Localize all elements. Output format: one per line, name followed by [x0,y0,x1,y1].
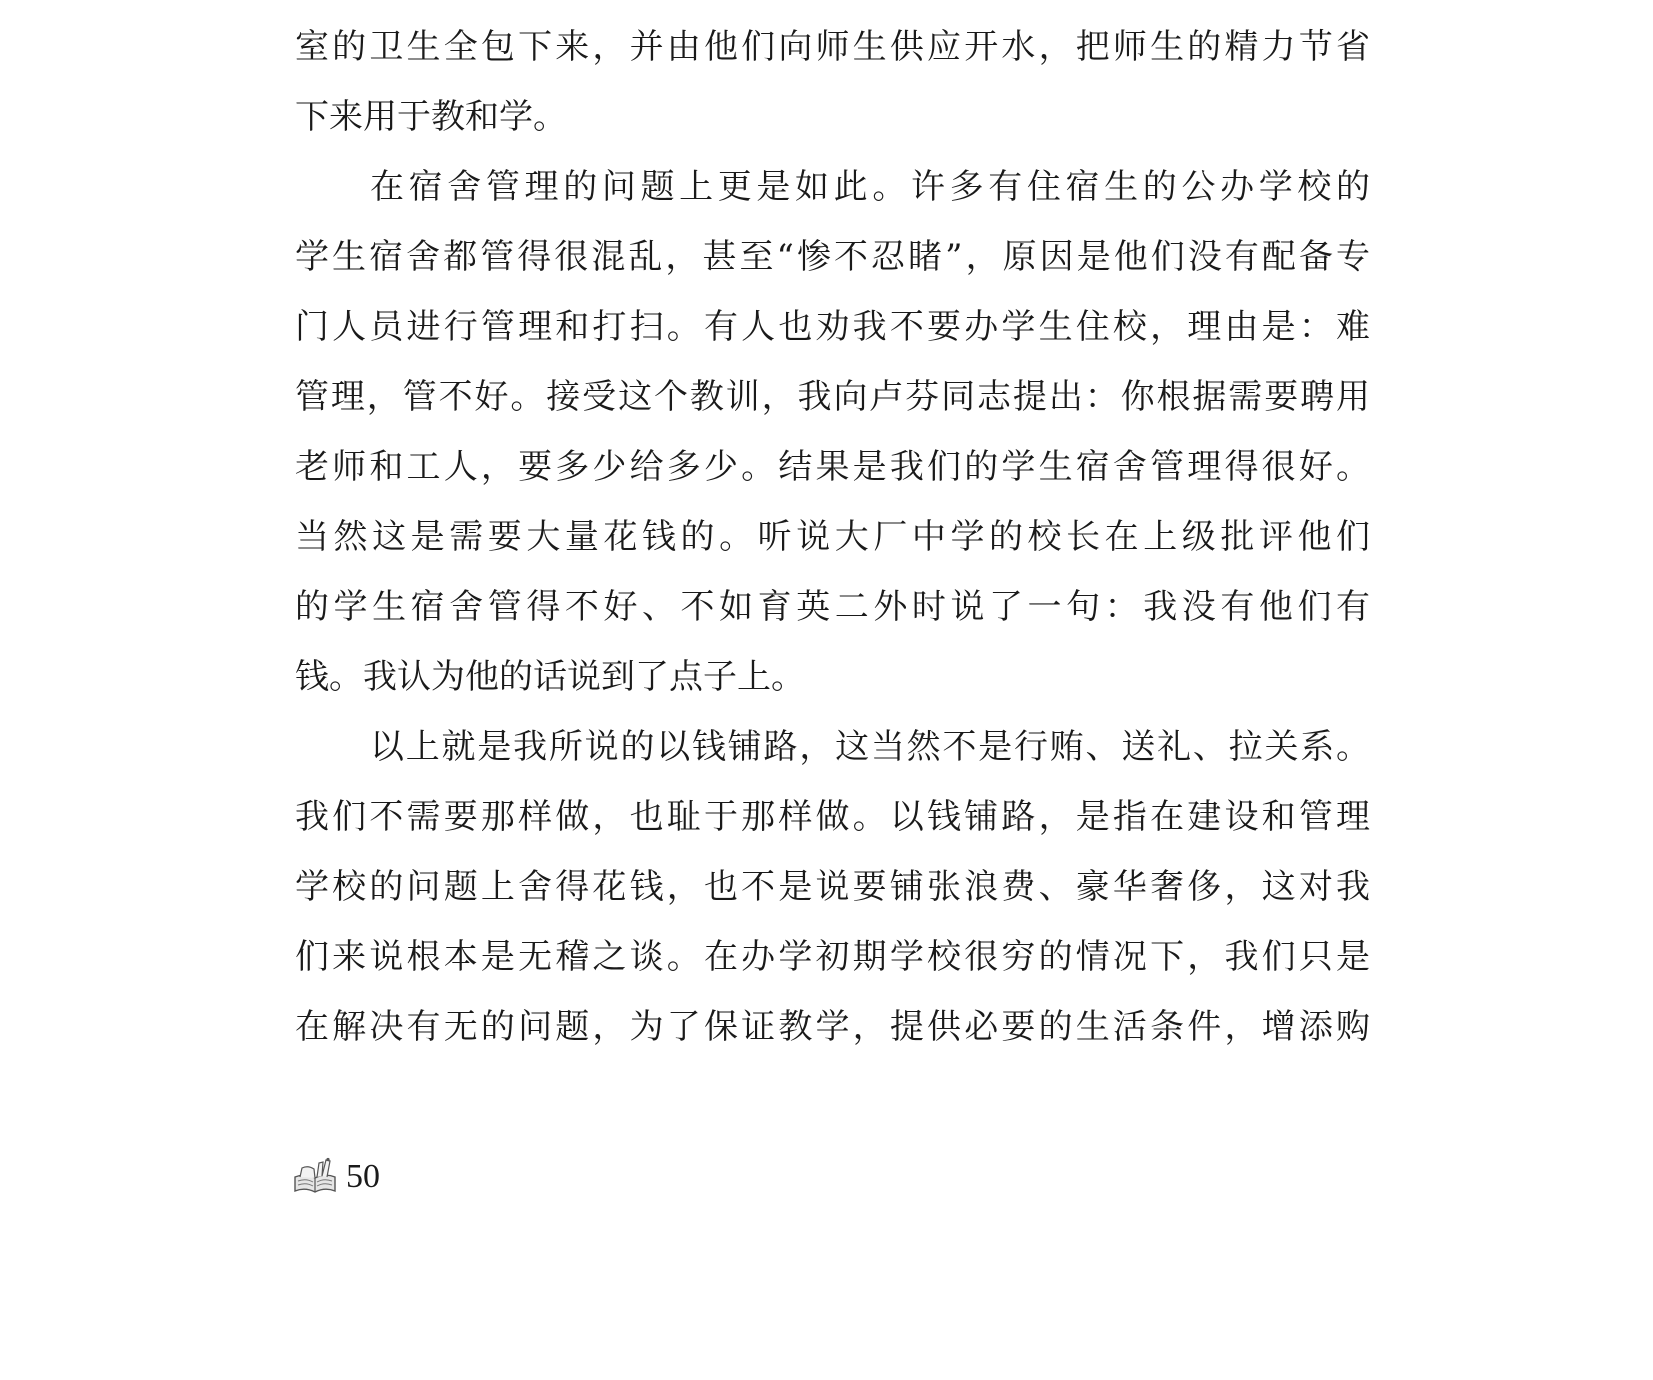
text-line: 学校的问题上舍得花钱，也不是说要铺张浪费、豪华奢侈，这对我 [295,867,1370,907]
text-line: 在宿舍管理的问题上更是如此。许多有住宿生的公办学校的 [370,167,1370,207]
body-text [0,12,1653,1072]
text-line: 我们不需要那样做，也耻于那样做。以钱铺路，是指在建设和管理 [295,797,1370,837]
page-number: 50 [346,1158,380,1195]
text-line: 以上就是我所说的以钱铺路，这当然不是行贿、送礼、拉关系。 [370,727,1370,767]
text-line: 管理，管不好。接受这个教训，我向卢芬同志提出：你根据需要聘用 [295,377,1370,417]
text-line: 当然这是需要大量花钱的。听说大厂中学的校长在上级批评他们 [295,517,1370,557]
text-line: 下来用于教和学。 [295,97,567,137]
page-footer [292,1152,380,1202]
book-icon [292,1157,338,1197]
text-line: 们来说根本是无稽之谈。在办学初期学校很穷的情况下，我们只是 [295,937,1370,977]
text-line: 在解决有无的问题，为了保证教学，提供必要的生活条件，增添购 [295,1007,1370,1047]
text-line: 钱。我认为他的话说到了点子上。 [295,657,805,697]
text-line: 学生宿舍都管得很混乱，甚至“惨不忍睹”，原因是他们没有配备专 [295,237,1370,277]
text-line: 的学生宿舍管得不好、不如育英二外时说了一句：我没有他们有 [295,587,1370,627]
text-line: 室的卫生全包下来，并由他们向师生供应开水，把师生的精力节省 [295,27,1370,67]
text-line: 门人员进行管理和打扫。有人也劝我不要办学生住校，理由是：难 [295,307,1370,347]
text-line: 老师和工人，要多少给多少。结果是我们的学生宿舍管理得很好。 [295,447,1370,487]
